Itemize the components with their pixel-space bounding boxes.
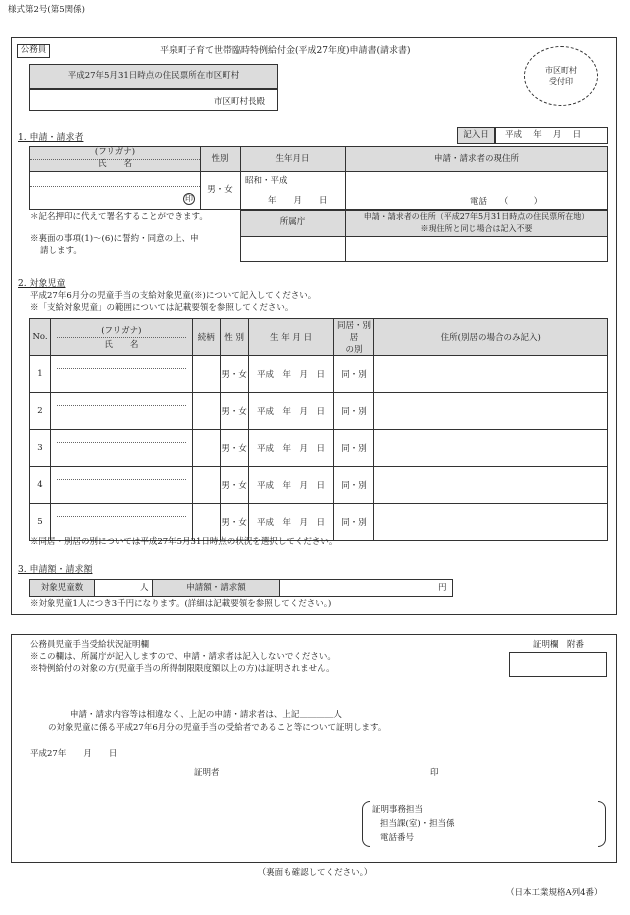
dotted-line	[57, 479, 186, 480]
child-cohab[interactable]: 同・別	[334, 393, 374, 430]
child-name-field[interactable]	[50, 356, 192, 393]
child-row	[30, 356, 608, 393]
child-gender[interactable]: 男・女	[220, 393, 248, 430]
child-name-field[interactable]	[50, 430, 192, 467]
note-signature: ＊記名押印に代えて署名することができます。	[30, 212, 208, 222]
section2-line1: 平成27年6月分の児童手当の支給対象児童(※)について記入してください。	[30, 291, 317, 301]
col-name-label: 氏 名	[104, 340, 139, 350]
child-no: 3	[30, 430, 51, 467]
cert-date: 平成27年 月 日	[30, 749, 118, 759]
birth-header: 生年月日	[275, 154, 310, 164]
children-table	[29, 318, 608, 541]
child-no: 2	[30, 393, 51, 430]
stamp-line1: 市区町村	[545, 66, 577, 75]
children-header-row	[30, 319, 608, 356]
col-cohab-1: 同居・別居	[336, 321, 371, 343]
section1-heading: 1. 申請・請求者	[18, 133, 84, 143]
dotted-line	[57, 368, 186, 369]
phone-label: 電話 （ ）	[470, 197, 543, 207]
office-field[interactable]	[241, 237, 344, 261]
count-unit: 人	[140, 583, 149, 593]
amount-label: 申請額・請求額	[186, 583, 246, 593]
form-number: 様式第2号(第5関係)	[8, 5, 85, 15]
col-no: No.	[30, 319, 51, 356]
col-name	[50, 319, 192, 356]
reception-stamp-circle	[524, 46, 598, 106]
note-consent-2: 請します。	[40, 246, 82, 256]
child-no: 5	[30, 504, 51, 541]
child-gender[interactable]: 男・女	[220, 504, 248, 541]
cert-body2: の対象児童に係る平成27年6月分の児童手当の受給者であること等について証明します。	[48, 723, 387, 733]
cert-number-label: 証明欄 附番	[533, 640, 585, 650]
applicant-name-field[interactable]	[30, 172, 200, 209]
cert-seal-label: 印	[430, 768, 439, 778]
page-title: 平泉町子育て世帯臨時特例給付金(平成27年度)申請書(請求書)	[160, 46, 411, 56]
child-relation-field[interactable]	[192, 467, 220, 504]
mayor-label: 市区町村長殿	[214, 97, 266, 107]
section2-footnote: ※同居・別居の別については平成27年5月31日時点の状況を選択してください。	[30, 537, 338, 547]
child-gender[interactable]: 男・女	[220, 467, 248, 504]
count-label: 対象児童数	[40, 583, 84, 593]
cert-note1: ※この欄は、所属庁が記入しますので、申請・請求者は記入しないでください。	[30, 652, 336, 662]
child-address-field[interactable]	[374, 356, 608, 393]
office-label: 所属庁	[279, 217, 306, 227]
birth-ymd: 年 月 日	[268, 196, 328, 206]
child-relation-field[interactable]	[192, 356, 220, 393]
gender-header: 性別	[211, 154, 229, 164]
child-birth[interactable]: 平成 年 月 日	[248, 356, 334, 393]
child-relation-field[interactable]	[192, 430, 220, 467]
child-row	[30, 504, 608, 541]
section2-heading: 2. 対象児童	[18, 279, 66, 289]
contact-bracket-left	[362, 801, 370, 847]
col-furigana: (フリガナ)	[101, 326, 142, 336]
cert-note2: ※特例給付の対象の方(児童手当の所得制限限度額以上の方)は証明されません。	[30, 664, 335, 674]
child-birth[interactable]: 平成 年 月 日	[248, 430, 334, 467]
footer-jis-note: （日本工業規格A列4番）	[506, 888, 603, 898]
cert-number-field[interactable]	[509, 652, 607, 677]
child-name-field[interactable]	[50, 504, 192, 541]
child-row	[30, 467, 608, 504]
applicant-name-header: 氏 名	[97, 159, 132, 169]
contact-bracket-right	[598, 801, 606, 847]
dotted-line	[57, 516, 186, 517]
dotted-line	[30, 186, 200, 187]
child-name-field[interactable]	[50, 467, 192, 504]
col-relation: 続柄	[192, 319, 220, 356]
note-consent-1: ※裏面の事項(1)～(6)に誓約・同意の上、申	[30, 234, 199, 244]
child-address-field[interactable]	[374, 467, 608, 504]
stamp-line2: 受付印	[549, 77, 573, 86]
col-gender: 性 別	[220, 319, 248, 356]
col-address: 住所(別居の場合のみ記入)	[374, 319, 608, 356]
child-relation-field[interactable]	[192, 393, 220, 430]
col-cohab	[334, 319, 374, 356]
amount-unit: 円	[438, 583, 447, 593]
child-gender[interactable]: 男・女	[220, 430, 248, 467]
section2-line2: ※「支給対象児童」の範囲については記載要領を参照してください。	[30, 303, 294, 313]
col-cohab-2: の別	[345, 345, 363, 355]
child-birth[interactable]: 平成 年 月 日	[248, 467, 334, 504]
contact-line1: 証明事務担当	[372, 805, 424, 815]
municipality-label: 平成27年5月31日時点の住民票所在市区町村	[67, 71, 240, 81]
child-birth[interactable]: 平成 年 月 日	[248, 393, 334, 430]
child-address-field[interactable]	[374, 430, 608, 467]
child-gender[interactable]: 男・女	[220, 356, 248, 393]
col-birth: 生 年 月 日	[248, 319, 334, 356]
dotted-line	[57, 405, 186, 406]
prev-address-field[interactable]	[346, 237, 607, 261]
entry-date-label: 記入日	[463, 130, 489, 140]
child-no: 1	[30, 356, 51, 393]
child-cohab[interactable]: 同・別	[334, 504, 374, 541]
amount-field[interactable]	[280, 580, 452, 596]
child-address-field[interactable]	[374, 504, 608, 541]
prev-address-note: ※現住所と同じ場合は記入不要	[420, 224, 533, 233]
contact-line2: 担当課(室)・担当係	[380, 819, 455, 829]
birth-era[interactable]: 昭和・平成	[245, 176, 288, 186]
cert-body1: 申請・請求内容等は相違なく、上記の申請・請求者は、上記＿＿＿＿人	[70, 710, 342, 720]
gender-value[interactable]: 男・女	[207, 185, 233, 195]
child-cohab[interactable]: 同・別	[334, 467, 374, 504]
child-address-field[interactable]	[374, 393, 608, 430]
section3-heading: 3. 申請額・請求額	[18, 565, 93, 575]
child-cohab[interactable]: 同・別	[334, 430, 374, 467]
section3-note: ※対象児童1人につき3千円になります。(詳細は記載要領を参照してください。)	[30, 599, 332, 609]
title-label: 公務員	[20, 45, 47, 55]
child-cohab[interactable]: 同・別	[334, 356, 374, 393]
certifier-label: 証明者	[194, 768, 220, 778]
child-no: 4	[30, 467, 51, 504]
address-header: 申請・請求者の現住所	[433, 154, 519, 164]
child-row	[30, 393, 608, 430]
prev-address-label: 申請・請求者の住所（平成27年5月31日時点の住民票所在地）	[363, 212, 590, 221]
cert-title: 公務員児童手当受給状況証明欄	[30, 640, 150, 650]
child-birth[interactable]: 平成 年 月 日	[248, 504, 334, 541]
contact-line3: 電話番号	[380, 833, 415, 843]
seal-label: 印	[185, 194, 193, 203]
applicant-furigana-header: (フリガナ)	[94, 147, 136, 157]
child-row	[30, 430, 608, 467]
entry-date-value: 平成 年 月 日	[505, 130, 582, 140]
footer-back-note: （裏面も確認してください。）	[257, 868, 373, 878]
dotted-line	[57, 442, 186, 443]
child-name-field[interactable]	[50, 393, 192, 430]
child-relation-field[interactable]	[192, 504, 220, 541]
